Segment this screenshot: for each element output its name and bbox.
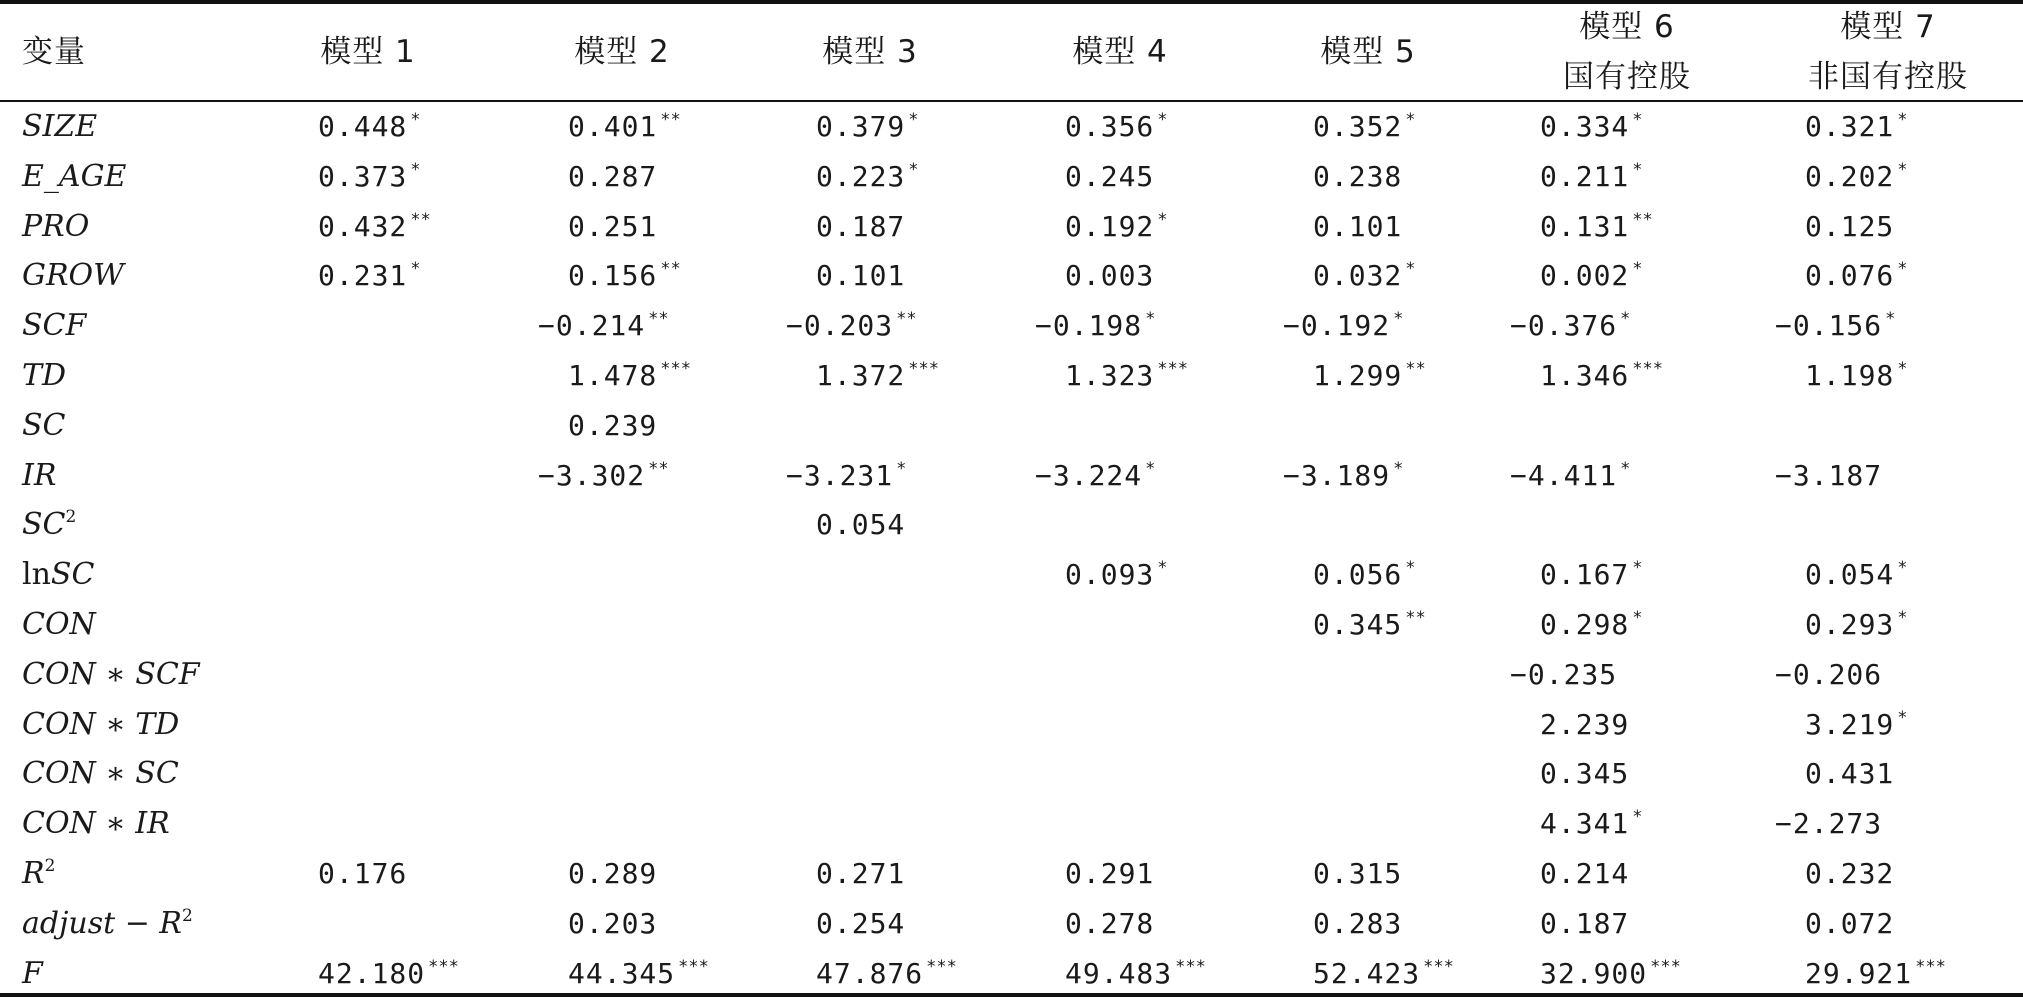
significance-stars: *	[1157, 110, 1168, 130]
coefficient-value: −0.376	[1510, 309, 1618, 343]
coefficient-value: 0.202	[1805, 159, 1895, 193]
coefficient-value: 0.192	[1065, 209, 1155, 243]
row-label-text: CON ∗ IR	[22, 806, 170, 842]
table-row	[0, 301, 2023, 351]
coefficient-value: 0.101	[1313, 209, 1403, 243]
significance-stars: ***	[1157, 359, 1189, 379]
coefficient-value: 1.478	[568, 359, 658, 392]
coefficient-value: −3.189	[1283, 458, 1391, 492]
header-model-subtitle: 非国有控股	[1808, 59, 1968, 95]
header-model-3	[730, 4, 1010, 100]
coefficient-value: 0.289	[568, 857, 658, 890]
significance-stars: ***	[926, 956, 957, 977]
significance-stars: *	[1897, 608, 1908, 628]
coefficient-value: 0.203	[568, 906, 658, 940]
significance-stars: *	[1897, 558, 1908, 579]
significance-stars: **	[648, 309, 669, 330]
row-label	[22, 700, 179, 750]
row-label-prefix: ln	[22, 557, 51, 593]
coefficient-cell	[816, 152, 919, 202]
row-label	[22, 749, 179, 799]
coefficient-value: 0.093	[1065, 558, 1155, 592]
significance-stars: *	[1885, 309, 1896, 330]
row-label-text: TD	[22, 358, 67, 393]
coefficient-cell	[816, 202, 905, 252]
significance-stars: *	[896, 458, 907, 479]
coefficient-cell	[1313, 600, 1426, 650]
row-label	[22, 650, 200, 700]
coefficient-value: 3.219	[1805, 707, 1895, 741]
coefficient-value: 0.298	[1540, 608, 1630, 641]
coefficient-cell	[1065, 899, 1154, 949]
coefficient-value: 0.003	[1065, 259, 1155, 293]
significance-stars: *	[1632, 110, 1643, 130]
coefficient-value: −0.198	[1035, 309, 1143, 343]
row-label	[22, 600, 96, 650]
coefficient-value: 0.352	[1313, 110, 1403, 143]
row-label-text: SC	[50, 557, 95, 593]
header-model-subtitle: 国有控股	[1563, 59, 1691, 95]
coefficient-value: 0.054	[816, 508, 906, 542]
coefficient-value: 1.299	[1313, 359, 1403, 392]
coefficient-cell	[568, 102, 681, 152]
significance-stars: *	[1405, 110, 1416, 130]
coefficient-value: 52.423	[1313, 956, 1421, 990]
row-label	[22, 500, 76, 550]
coefficient-value: 0.072	[1805, 906, 1895, 940]
table-row	[0, 650, 2023, 700]
coefficient-value: 0.223	[816, 159, 906, 193]
coefficient-value: 0.232	[1805, 857, 1895, 890]
coefficient-value: 2.239	[1540, 707, 1630, 741]
coefficient-cell	[1540, 700, 1629, 750]
coefficient-cell	[1805, 700, 1908, 750]
coefficient-cell	[1540, 849, 1629, 899]
coefficient-cell	[816, 899, 905, 949]
significance-stars: **	[1632, 209, 1653, 230]
row-label	[22, 152, 126, 202]
coefficient-cell	[318, 202, 431, 252]
coefficient-value: −0.156	[1775, 309, 1883, 343]
coefficient-value: 0.131	[1540, 209, 1630, 243]
coefficient-value: 29.921	[1805, 956, 1913, 990]
coefficient-cell	[1805, 251, 1908, 301]
coefficient-cell	[1805, 949, 1946, 998]
coefficient-cell	[1805, 550, 1908, 600]
coefficient-value: 0.187	[816, 209, 906, 243]
row-label-text: SC	[22, 507, 66, 543]
table-row	[0, 550, 2023, 600]
row-label-superscript: 2	[181, 905, 193, 926]
significance-stars: **	[896, 309, 917, 330]
coefficient-value: 0.231	[318, 259, 408, 293]
coefficient-value: 0.214	[1540, 857, 1630, 890]
significance-stars: **	[660, 259, 681, 280]
significance-stars: *	[1157, 558, 1168, 579]
row-label	[22, 351, 66, 401]
table-row	[0, 500, 2023, 550]
coefficient-cell	[1540, 749, 1629, 799]
coefficient-value: 0.238	[1313, 159, 1403, 193]
row-label	[22, 899, 193, 949]
table-row	[0, 949, 2023, 998]
coefficient-cell	[1775, 650, 1882, 700]
coefficient-value: 0.254	[816, 906, 906, 940]
coefficient-cell	[1065, 550, 1168, 600]
coefficient-cell	[1805, 749, 1894, 799]
significance-stars: *	[1897, 259, 1908, 280]
coefficient-cell	[1313, 152, 1402, 202]
coefficient-value: 0.211	[1540, 159, 1630, 193]
row-label-text: GROW	[22, 258, 124, 294]
coefficient-value: −0.235	[1510, 657, 1618, 691]
table-row	[0, 102, 2023, 152]
significance-stars: *	[1632, 608, 1643, 628]
coefficient-value: 0.293	[1805, 608, 1895, 641]
significance-stars: *	[1145, 309, 1156, 330]
coefficient-cell	[318, 849, 407, 899]
table-row	[0, 152, 2023, 202]
coefficient-cell	[1035, 451, 1155, 501]
coefficient-value: −0.206	[1775, 657, 1883, 691]
row-label	[22, 401, 66, 451]
row-label-text: CON ∗ SCF	[22, 656, 200, 692]
table-row	[0, 749, 2023, 799]
coefficient-value: 0.245	[1065, 159, 1155, 193]
coefficient-cell	[816, 351, 939, 401]
coefficient-cell	[816, 500, 905, 550]
coefficient-cell	[1313, 202, 1402, 252]
coefficient-value: 0.167	[1540, 558, 1630, 592]
coefficient-value: 0.076	[1805, 259, 1895, 293]
significance-stars: *	[1897, 110, 1908, 130]
coefficient-value: 0.373	[318, 159, 408, 193]
coefficient-cell	[568, 849, 657, 899]
coefficient-value: 0.176	[318, 857, 408, 890]
coefficient-value: 32.900	[1540, 956, 1648, 990]
coefficient-cell	[568, 251, 681, 301]
coefficient-value: 0.356	[1065, 110, 1155, 143]
coefficient-cell	[1065, 949, 1206, 998]
coefficient-cell	[1540, 799, 1643, 849]
significance-stars: *	[1405, 558, 1416, 579]
coefficient-value: −4.411	[1510, 458, 1618, 492]
coefficient-value: −3.224	[1035, 458, 1143, 492]
row-label	[22, 550, 94, 600]
coefficient-value: 47.876	[816, 956, 924, 990]
table-row	[0, 799, 2023, 849]
header-model-4	[980, 4, 1260, 100]
header-model-title: 模型 2	[574, 34, 670, 70]
coefficient-value: 0.431	[1805, 757, 1895, 791]
row-label-text: F	[22, 955, 43, 991]
coefficient-cell	[816, 251, 905, 301]
coefficient-value: 0.321	[1805, 110, 1895, 143]
coefficient-value: 0.334	[1540, 110, 1630, 143]
coefficient-value: 0.002	[1540, 259, 1630, 293]
coefficient-cell	[318, 949, 459, 998]
coefficient-value: 0.448	[318, 110, 408, 143]
row-label	[22, 849, 55, 899]
significance-stars: ***	[1423, 956, 1454, 977]
table-row	[0, 600, 2023, 650]
coefficient-value: 42.180	[318, 956, 426, 990]
coefficient-cell	[1805, 899, 1894, 949]
coefficient-value: 0.291	[1065, 857, 1155, 890]
coefficient-cell	[1313, 102, 1416, 152]
row-label-text: adjust − R	[22, 905, 182, 941]
coefficient-value: 0.401	[568, 110, 658, 143]
significance-stars: *	[1632, 558, 1643, 579]
row-label	[22, 451, 56, 501]
coefficient-value: 0.187	[1540, 906, 1630, 940]
row-label-text: CON ∗ SC	[22, 756, 179, 792]
coefficient-cell	[1805, 600, 1908, 650]
row-label	[22, 301, 86, 351]
row-label-text: SCF	[22, 308, 87, 344]
coefficient-cell	[1313, 849, 1402, 899]
header-model-title: 模型 6	[1579, 9, 1675, 45]
row-label-text: CON ∗ TD	[22, 706, 180, 742]
coefficient-value: 0.125	[1805, 209, 1895, 243]
significance-stars: *	[1157, 209, 1168, 230]
significance-stars: *	[1393, 309, 1404, 330]
significance-stars: *	[1620, 309, 1631, 330]
coefficient-cell	[1510, 301, 1630, 351]
coefficient-cell	[1540, 251, 1643, 301]
coefficient-cell	[786, 451, 906, 501]
coefficient-cell	[1805, 152, 1908, 202]
coefficient-cell	[568, 949, 709, 998]
significance-stars: **	[648, 458, 669, 479]
coefficient-cell	[1313, 351, 1426, 401]
row-label-text: SIZE	[22, 109, 98, 144]
table-row	[0, 899, 2023, 949]
coefficient-cell	[1510, 650, 1617, 700]
coefficient-cell	[816, 949, 957, 998]
row-label	[22, 799, 170, 849]
coefficient-value: 49.483	[1065, 956, 1173, 990]
table-row	[0, 451, 2023, 501]
coefficient-cell	[1065, 849, 1154, 899]
coefficient-cell	[1775, 799, 1882, 849]
coefficient-cell	[568, 401, 657, 451]
coefficient-cell	[1313, 251, 1416, 301]
significance-stars: *	[1393, 458, 1404, 479]
significance-stars: *	[410, 259, 421, 280]
significance-stars: ***	[660, 359, 692, 379]
significance-stars: *	[1632, 259, 1643, 280]
coefficient-cell	[816, 102, 919, 152]
significance-stars: **	[410, 209, 431, 230]
coefficient-cell	[568, 152, 657, 202]
significance-stars: *	[1632, 159, 1643, 180]
header-model-title: 模型 5	[1320, 34, 1416, 70]
coefficient-cell	[1065, 202, 1168, 252]
coefficient-cell	[538, 451, 669, 501]
coefficient-value: 0.239	[568, 408, 658, 442]
coefficient-value: 1.323	[1065, 359, 1155, 392]
row-label-superscript: 2	[44, 856, 56, 876]
table-row	[0, 849, 2023, 899]
significance-stars: *	[1620, 458, 1631, 479]
significance-stars: *	[1897, 707, 1908, 728]
significance-stars: *	[410, 110, 421, 130]
coefficient-value: −0.192	[1283, 309, 1391, 343]
significance-stars: *	[1405, 259, 1416, 280]
table-row	[0, 202, 2023, 252]
coefficient-cell	[568, 899, 657, 949]
coefficient-cell	[1540, 899, 1629, 949]
table-row	[0, 700, 2023, 750]
row-label-text: IR	[22, 457, 57, 493]
coefficient-value: −3.187	[1775, 458, 1883, 492]
header-model-2	[482, 4, 762, 100]
row-label	[22, 949, 43, 998]
coefficient-value: 1.372	[816, 359, 906, 392]
header-model-title: 模型 7	[1840, 9, 1936, 45]
coefficient-value: 0.345	[1313, 608, 1403, 641]
significance-stars: ***	[1915, 956, 1946, 977]
coefficient-value: 0.379	[816, 110, 906, 143]
header-variable-label: 变量	[22, 34, 86, 70]
significance-stars: ***	[1650, 956, 1681, 977]
coefficient-value: 0.054	[1805, 558, 1895, 592]
coefficient-cell	[1313, 550, 1416, 600]
coefficient-cell	[1805, 202, 1894, 252]
header-model-7	[1748, 4, 2023, 100]
significance-stars: *	[1897, 159, 1908, 180]
coefficient-cell	[568, 351, 691, 401]
coefficient-cell	[1540, 550, 1643, 600]
coefficient-value: 0.056	[1313, 558, 1403, 592]
coefficient-cell	[1035, 301, 1155, 351]
coefficient-cell	[1065, 152, 1154, 202]
coefficient-value: −0.214	[538, 309, 646, 343]
significance-stars: *	[908, 159, 919, 180]
header-model-title: 模型 3	[822, 34, 918, 70]
coefficient-cell	[318, 102, 421, 152]
coefficient-cell	[1805, 351, 1908, 401]
coefficient-cell	[786, 301, 917, 351]
row-label-superscript: 2	[65, 507, 77, 528]
coefficient-cell	[538, 301, 669, 351]
coefficient-value: 1.346	[1540, 359, 1630, 392]
coefficient-cell	[1283, 451, 1403, 501]
coefficient-cell	[1540, 600, 1643, 650]
significance-stars: ***	[428, 956, 459, 977]
coefficient-cell	[318, 251, 421, 301]
coefficient-cell	[1065, 102, 1168, 152]
coefficient-cell	[1805, 849, 1894, 899]
coefficient-value: −3.302	[538, 458, 646, 492]
coefficient-value: −2.273	[1775, 807, 1883, 841]
significance-stars: *	[1897, 359, 1908, 379]
coefficient-value: 0.032	[1313, 259, 1403, 293]
row-label-text: R	[22, 856, 45, 891]
table-row	[0, 401, 2023, 451]
coefficient-cell	[1065, 251, 1154, 301]
coefficient-value: 0.156	[568, 259, 658, 293]
significance-stars: **	[660, 110, 681, 130]
coefficient-cell	[816, 849, 905, 899]
coefficient-cell	[1775, 451, 1882, 501]
coefficient-cell	[1540, 152, 1643, 202]
coefficient-value: 0.278	[1065, 906, 1155, 940]
coefficient-cell	[1065, 351, 1188, 401]
table-row	[0, 351, 2023, 401]
row-label-text: CON	[22, 607, 96, 642]
significance-stars: ***	[908, 359, 940, 379]
row-label-text: PRO	[22, 208, 90, 244]
coefficient-value: 0.432	[318, 209, 408, 243]
coefficient-value: −3.231	[786, 458, 894, 492]
coefficient-value: 0.101	[816, 259, 906, 293]
coefficient-cell	[1540, 351, 1663, 401]
coefficient-value: −0.203	[786, 309, 894, 343]
row-label-text: E_AGE	[22, 158, 127, 194]
significance-stars: **	[1405, 608, 1426, 628]
significance-stars: ***	[1175, 956, 1206, 977]
coefficient-cell	[1283, 301, 1403, 351]
coefficient-value: 0.287	[568, 159, 658, 193]
coefficient-cell	[1540, 949, 1681, 998]
header-model-5	[1228, 4, 1508, 100]
significance-stars: ***	[1632, 359, 1664, 379]
coefficient-value: 44.345	[568, 956, 676, 990]
significance-stars: **	[1405, 359, 1426, 379]
significance-stars: *	[1145, 458, 1156, 479]
coefficient-value: 0.283	[1313, 906, 1403, 940]
significance-stars: *	[410, 159, 421, 180]
table-row	[0, 251, 2023, 301]
row-label	[22, 202, 89, 252]
row-label	[22, 102, 97, 152]
row-label-text: SC	[22, 407, 66, 443]
coefficient-cell	[1313, 949, 1454, 998]
significance-stars: *	[908, 110, 919, 130]
significance-stars: *	[1632, 807, 1643, 828]
coefficient-cell	[1313, 899, 1402, 949]
coefficient-value: 4.341	[1540, 807, 1630, 841]
coefficient-cell	[318, 152, 421, 202]
coefficient-cell	[1805, 102, 1908, 152]
coefficient-value: 0.251	[568, 209, 658, 243]
coefficient-value: 1.198	[1805, 359, 1895, 392]
row-label	[22, 251, 124, 301]
header-model-title: 模型 1	[320, 34, 416, 70]
coefficient-cell	[1510, 451, 1630, 501]
header-model-1	[228, 4, 508, 100]
coefficient-value: 0.271	[816, 857, 906, 890]
coefficient-cell	[1540, 102, 1643, 152]
header-model-6	[1487, 4, 1767, 100]
coefficient-value: 0.315	[1313, 857, 1403, 890]
significance-stars: ***	[678, 956, 709, 977]
coefficient-value: 0.345	[1540, 757, 1630, 791]
header-model-title: 模型 4	[1072, 34, 1168, 70]
coefficient-cell	[1540, 202, 1653, 252]
coefficient-cell	[1775, 301, 1895, 351]
coefficient-cell	[568, 202, 657, 252]
